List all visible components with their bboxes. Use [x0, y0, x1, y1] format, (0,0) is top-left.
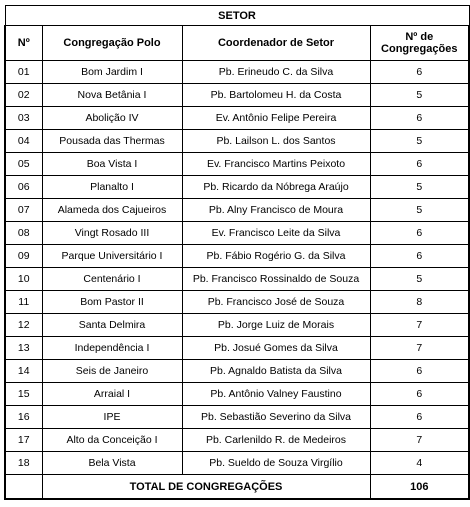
cell-coordenador: Pb. Erineudo C. da Silva [182, 61, 370, 84]
cell-count: 6 [370, 222, 469, 245]
cell-count: 6 [370, 383, 469, 406]
cell-coordenador: Pb. Ricardo da Nóbrega Araújo [182, 176, 370, 199]
cell-count: 5 [370, 268, 469, 291]
header-congregacao: Congregação Polo [42, 26, 182, 61]
table-row [5, 61, 469, 84]
cell-num: 17 [5, 429, 42, 452]
cell-congregacao: Santa Delmira [42, 314, 182, 337]
cell-count: 5 [370, 84, 469, 107]
table-row [5, 406, 469, 429]
cell-congregacao: Parque Universitário I [42, 245, 182, 268]
cell-congregacao: Abolição IV [42, 107, 182, 130]
cell-count: 6 [370, 245, 469, 268]
table-row [5, 337, 469, 360]
cell-congregacao: Planalto I [42, 176, 182, 199]
cell-coordenador: Pb. Carlenildo R. de Medeiros [182, 429, 370, 452]
cell-congregacao: Seis de Janeiro [42, 360, 182, 383]
cell-count: 6 [370, 153, 469, 176]
table-row [5, 360, 469, 383]
cell-num: 05 [5, 153, 42, 176]
table-row [5, 452, 469, 475]
header-row [5, 26, 469, 61]
cell-count: 6 [370, 107, 469, 130]
cell-count: 5 [370, 130, 469, 153]
cell-coordenador: Ev. Francisco Martins Peixoto [182, 153, 370, 176]
cell-num: 11 [5, 291, 42, 314]
cell-num: 18 [5, 452, 42, 475]
table-row [5, 107, 469, 130]
title-row [5, 6, 469, 26]
cell-count: 6 [370, 360, 469, 383]
cell-coordenador: Ev. Antônio Felipe Pereira [182, 107, 370, 130]
cell-congregacao: Nova Betânia I [42, 84, 182, 107]
cell-congregacao: Arraial I [42, 383, 182, 406]
cell-congregacao: Bela Vista [42, 452, 182, 475]
total-blank-cell [5, 475, 42, 500]
cell-count: 6 [370, 61, 469, 84]
cell-num: 09 [5, 245, 42, 268]
cell-num: 06 [5, 176, 42, 199]
total-value: 106 [370, 475, 469, 500]
table-row [5, 222, 469, 245]
cell-coordenador: Pb. Jorge Luiz de Morais [182, 314, 370, 337]
cell-congregacao: Boa Vista I [42, 153, 182, 176]
cell-coordenador: Pb. Lailson L. dos Santos [182, 130, 370, 153]
cell-num: 03 [5, 107, 42, 130]
header-coordenador: Coordenador de Setor [182, 26, 370, 61]
table-row [5, 199, 469, 222]
table-row [5, 176, 469, 199]
header-num: Nº [5, 26, 42, 61]
table-title: SETOR [5, 6, 469, 26]
table-row [5, 291, 469, 314]
cell-num: 04 [5, 130, 42, 153]
cell-count: 7 [370, 337, 469, 360]
header-count: Nº de Congregações [370, 26, 469, 61]
cell-coordenador: Pb. Sueldo de Souza Virgílio [182, 452, 370, 475]
cell-coordenador: Pb. Bartolomeu H. da Costa [182, 84, 370, 107]
cell-count: 4 [370, 452, 469, 475]
cell-coordenador: Pb. Sebastião Severino da Silva [182, 406, 370, 429]
table-row [5, 130, 469, 153]
setor-table [4, 5, 470, 500]
cell-count: 6 [370, 406, 469, 429]
cell-num: 08 [5, 222, 42, 245]
table-row [5, 314, 469, 337]
total-row [5, 475, 469, 500]
cell-congregacao: Alto da Conceição I [42, 429, 182, 452]
cell-congregacao: Centenário I [42, 268, 182, 291]
cell-coordenador: Pb. Agnaldo Batista da Silva [182, 360, 370, 383]
cell-num: 10 [5, 268, 42, 291]
cell-coordenador: Pb. Alny Francisco de Moura [182, 199, 370, 222]
cell-count: 8 [370, 291, 469, 314]
cell-num: 12 [5, 314, 42, 337]
cell-num: 07 [5, 199, 42, 222]
cell-congregacao: Bom Pastor II [42, 291, 182, 314]
cell-congregacao: Bom Jardim I [42, 61, 182, 84]
table-row [5, 153, 469, 176]
cell-num: 16 [5, 406, 42, 429]
cell-count: 7 [370, 314, 469, 337]
cell-congregacao: Alameda dos Cajueiros [42, 199, 182, 222]
cell-coordenador: Ev. Francisco Leite da Silva [182, 222, 370, 245]
table-row [5, 84, 469, 107]
cell-num: 15 [5, 383, 42, 406]
cell-coordenador: Pb. Antônio Valney Faustino [182, 383, 370, 406]
cell-congregacao: Independência I [42, 337, 182, 360]
cell-congregacao: Pousada das Thermas [42, 130, 182, 153]
cell-num: 14 [5, 360, 42, 383]
cell-count: 5 [370, 176, 469, 199]
cell-congregacao: IPE [42, 406, 182, 429]
cell-num: 13 [5, 337, 42, 360]
table-row [5, 429, 469, 452]
table-row [5, 383, 469, 406]
cell-congregacao: Vingt Rosado III [42, 222, 182, 245]
total-label: TOTAL DE CONGREGAÇÕES [42, 475, 370, 500]
table-row [5, 245, 469, 268]
cell-num: 01 [5, 61, 42, 84]
cell-count: 7 [370, 429, 469, 452]
cell-num: 02 [5, 84, 42, 107]
setor-table-body [5, 6, 469, 500]
table-row [5, 268, 469, 291]
cell-coordenador: Pb. Francisco José de Souza [182, 291, 370, 314]
cell-coordenador: Pb. Josué Gomes da Silva [182, 337, 370, 360]
cell-count: 5 [370, 199, 469, 222]
cell-coordenador: Pb. Francisco Rossinaldo de Souza [182, 268, 370, 291]
cell-coordenador: Pb. Fábio Rogério G. da Silva [182, 245, 370, 268]
